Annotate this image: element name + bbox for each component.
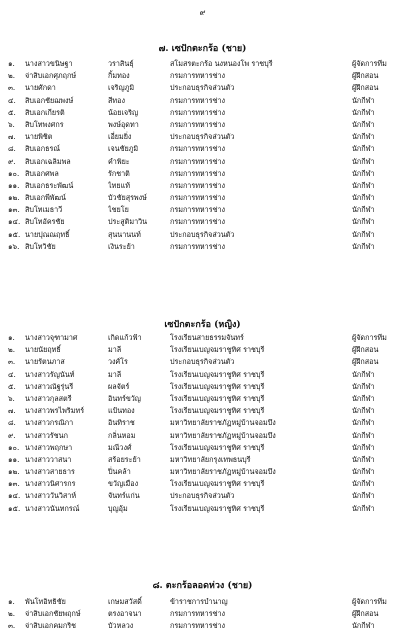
section-title-sepak-takraw-women: เซปักตะกร้อ (หญิง) (164, 320, 241, 330)
person-surname: พงษ์อุดทา (108, 119, 139, 129)
table-row (8, 356, 400, 368)
person-surname: ปิ่นคล้า (108, 467, 131, 477)
person-name: จ่าสิบเอกคมกริช (25, 621, 76, 631)
affiliation: โรงเรียนเบญจมราชูทิศ ราชบุรี (170, 503, 265, 513)
affiliation: กรมการทหารช่าง (170, 107, 225, 117)
person-name: สิบเอกเฉลิมพล (25, 156, 71, 166)
table-row (8, 143, 400, 155)
person-surname: มาลี (108, 369, 122, 379)
person-surname: ไชยโย (108, 205, 129, 215)
team-role: นักกีฬา (352, 621, 375, 631)
affiliation: โรงเรียนสายธรรมจันทร์ (170, 333, 244, 342)
person-surname: กิ้มทอง (108, 71, 130, 81)
team-role: นักกีฬา (352, 180, 375, 190)
row-number: ๑๔. (8, 217, 21, 227)
affiliation: มหาวิทยาลัยราชภัฏหมู่บ้านจอมบึง (170, 418, 276, 428)
row-number: ๖. (8, 119, 15, 129)
person-surname: กลิ่นหอม (108, 430, 136, 440)
team-role: นักกีฬา (352, 156, 375, 166)
person-surname: ขวัญเมือง (108, 479, 139, 489)
person-surname: น้อยเจริญ (108, 107, 139, 117)
person-surname: บัวชัยสุรพงษ์ (108, 193, 147, 203)
table-row (8, 119, 400, 131)
team-role: นักกีฬา (352, 491, 375, 501)
person-surname: บุญอุ้ม (108, 503, 128, 513)
person-surname: เงินระย้า (108, 241, 135, 251)
row-number: ๑๓. (8, 205, 20, 215)
table-row (8, 620, 400, 632)
row-number: ๑. (8, 333, 15, 342)
person-surname: อินทร์ขวัญ (108, 393, 141, 403)
affiliation: โรงเรียนเบญจมราชูทิศ ราชบุรี (170, 393, 265, 403)
affiliation: กรมการทหารช่าง (170, 609, 225, 619)
person-name: สิบโทเมธาวี (25, 205, 63, 215)
team-role: นักกีฬา (352, 107, 375, 117)
row-number: ๙. (8, 430, 16, 440)
roster-sepak-takraw-men (8, 58, 400, 253)
row-number: ๕. (8, 381, 16, 391)
row-number: ๑. (8, 59, 15, 68)
affiliation: สโมสรตะกร้อ นงหนองโพ ราชบุรี (170, 59, 273, 68)
row-number: ๑๔. (8, 491, 21, 501)
table-row (8, 168, 400, 180)
person-name: นายศักดา (25, 83, 56, 93)
affiliation: กรมการทหารช่าง (170, 217, 225, 227)
person-surname: วราสินธุ์ (108, 59, 134, 68)
page-number: ๙ (199, 8, 206, 17)
row-number: ๑๑. (8, 454, 20, 464)
row-number: ๗. (8, 406, 16, 416)
person-name: นางสาวณัฐรุ่นรี (25, 381, 74, 391)
team-role: นักกีฬา (352, 467, 375, 477)
affiliation: โรงเรียนเบญจมราชูทิศ ราชบุรี (170, 381, 265, 391)
affiliation: โรงเรียนเบญจมราชูทิศ ราชบุรี (170, 442, 265, 452)
row-number: ๑๖. (8, 241, 20, 251)
person-name: นางสาวนิศารกร (25, 479, 76, 489)
person-surname: บัวหลวง (108, 621, 134, 631)
table-row (8, 70, 400, 82)
person-name: นายนัยฤทธิ์ (25, 345, 61, 355)
table-row (8, 216, 400, 228)
person-name: นางสาวรัชนก (25, 430, 68, 440)
table-row (8, 107, 400, 119)
table-row (8, 405, 400, 417)
person-name: จ่าสิบเอกชัยพฤกษ์ (25, 609, 81, 619)
row-number: ๒. (8, 71, 16, 81)
person-name: นายปุณณฤทธิ์ (25, 229, 70, 239)
team-role: นักกีฬา (352, 454, 375, 464)
affiliation: ประกอบธุรกิจส่วนตัว (170, 491, 235, 501)
person-surname: ผลจัตร์ (108, 381, 130, 391)
person-surname: ไทยแท้ (108, 180, 130, 190)
affiliation: กรมการทหารช่าง (170, 621, 225, 631)
affiliation: กรมการทหารช่าง (170, 168, 225, 178)
person-surname: วงศ์โร (108, 357, 128, 367)
table-row (8, 608, 400, 620)
person-surname: สร้อยระย้า (108, 454, 141, 464)
team-role: นักกีฬา (352, 406, 375, 416)
table-row (8, 131, 400, 143)
person-name: สิบเอกธรณ์ (25, 144, 60, 154)
team-role: ผู้จัดการทีม (352, 333, 387, 342)
row-number: ๙. (8, 156, 16, 166)
roster-sepak-takraw-women (8, 332, 400, 515)
affiliation: โรงเรียนเบญจมราชูทิศ ราชบุรี (170, 369, 265, 379)
table-row (8, 344, 400, 356)
team-role: นักกีฬา (352, 144, 375, 154)
affiliation: กรมการทหารช่าง (170, 193, 225, 203)
team-role: นักกีฬา (352, 430, 375, 440)
team-role: นักกีฬา (352, 229, 375, 239)
table-row (8, 229, 400, 241)
table-row (8, 241, 400, 253)
person-name: นางสาวนันทกรณ์ (25, 503, 80, 513)
person-surname: จันทร์แก่น (108, 491, 140, 501)
affiliation: ประกอบธุรกิจส่วนตัว (170, 357, 235, 367)
affiliation: กรมการทหารช่าง (170, 180, 225, 190)
team-role: นักกีฬา (352, 241, 375, 251)
team-role: นักกีฬา (352, 503, 375, 513)
affiliation: ข้าราชการบำนาญ (170, 597, 228, 606)
row-number: ๗. (8, 132, 16, 142)
row-number: ๑๕. (8, 229, 21, 239)
team-role: นักกีฬา (352, 418, 375, 428)
section-title-hoop-takraw-men: ๘. ตะกร้อลอดห่วง (ชาย) (152, 581, 253, 591)
person-name: สิบเอกศพล (25, 168, 59, 178)
person-surname: รักชาติ (108, 168, 130, 178)
row-number: ๓. (8, 357, 16, 367)
row-number: ๑. (8, 597, 15, 606)
affiliation: โรงเรียนเบญจมราชูทิศ ราชบุรี (170, 479, 265, 489)
person-name: สิบเอกเกียรติ (25, 107, 65, 117)
person-name: นางสาววันวิสาห์ (25, 491, 77, 501)
person-name: สิบโทพงศกร (25, 119, 64, 129)
team-role: นักกีฬา (352, 193, 375, 203)
table-row (8, 430, 400, 442)
table-row (8, 82, 400, 94)
table-row (8, 454, 400, 466)
table-row (8, 503, 400, 515)
person-name: นางสาววาสนา (25, 454, 72, 464)
person-surname: เกิดแก้วฟ้า (108, 333, 142, 342)
team-role: ผู้ฝึกสอน (352, 83, 379, 93)
affiliation: ประกอบธุรกิจส่วนตัว (170, 83, 235, 93)
person-surname: แป้นทอง (108, 406, 135, 416)
table-row (8, 204, 400, 216)
row-number: ๑๒. (8, 467, 20, 477)
team-role: นักกีฬา (352, 442, 375, 452)
affiliation: มหาวิทยาลัยกรุงเทพธนบุรี (170, 454, 251, 464)
team-role: ผู้ฝึกสอน (352, 609, 379, 619)
row-number: ๑๐. (8, 168, 20, 178)
affiliation: กรมการทหารช่าง (170, 71, 225, 81)
team-role: นักกีฬา (352, 95, 375, 105)
table-row (8, 369, 400, 381)
person-surname: อินทิราช (108, 418, 135, 428)
table-row (8, 490, 400, 502)
person-surname: เจนชัยภูมิ (108, 144, 139, 154)
team-role: ผู้จัดการทีม (352, 597, 387, 606)
table-row (8, 442, 400, 454)
person-surname: สุนนานนท์ (108, 229, 141, 239)
affiliation: ประกอบธุรกิจส่วนตัว (170, 229, 235, 239)
team-role: ผู้ฝึกสอน (352, 357, 379, 367)
team-role: ผู้ฝึกสอน (352, 71, 379, 81)
row-number: ๑๑. (8, 180, 20, 190)
affiliation: มหาวิทยาลัยราชภัฏหมู่บ้านจอมบึง (170, 467, 276, 477)
table-row (8, 332, 400, 344)
person-name: จ่าสิบเอกศุภฤกษ์ (25, 71, 77, 81)
affiliation: กรมการทหารช่าง (170, 205, 225, 215)
table-row (8, 466, 400, 478)
team-role: นักกีฬา (352, 369, 375, 379)
person-name: นางสาวจุฑามาศ (25, 333, 78, 342)
person-name: สิบโทอัครชัย (25, 217, 65, 227)
person-surname: มณีวงศ์ (108, 442, 132, 452)
section-title-sepak-takraw-men: ๗. เซปักตะกร้อ (ชาย) (158, 44, 247, 54)
team-role: นักกีฬา (352, 168, 375, 178)
team-role: นักกีฬา (352, 479, 375, 489)
affiliation: โรงเรียนเบญจมราชูทิศ ราชบุรี (170, 406, 265, 416)
row-number: ๒. (8, 345, 16, 355)
table-row (8, 180, 400, 192)
affiliation: กรมการทหารช่าง (170, 144, 225, 154)
affiliation: มหาวิทยาลัยราชภัฏหมู่บ้านจอมบึง (170, 430, 276, 440)
team-role: นักกีฬา (352, 393, 375, 403)
table-row (8, 95, 400, 107)
person-surname: คำพิยะ (108, 156, 130, 166)
person-name: นางสาวสายธาร (25, 467, 75, 477)
row-number: ๘. (8, 144, 16, 154)
team-role: นักกีฬา (352, 132, 375, 142)
row-number: ๑๒. (8, 193, 20, 203)
row-number: ๘. (8, 418, 16, 428)
person-surname: เอี่ยมยิ่ง (108, 132, 132, 142)
table-row (8, 192, 400, 204)
affiliation: โรงเรียนเบญจมราชูทิศ ราชบุรี (170, 345, 265, 355)
table-row (8, 393, 400, 405)
team-role: นักกีฬา (352, 205, 375, 215)
person-surname: ตรงอาจนา (108, 609, 142, 619)
person-name: นางสาวกุลสตรี (25, 393, 72, 403)
row-number: ๓. (8, 83, 16, 93)
row-number: ๕. (8, 107, 16, 117)
affiliation: กรมการทหารช่าง (170, 241, 225, 251)
affiliation: กรมการทหารช่าง (170, 95, 225, 105)
row-number: ๖. (8, 393, 15, 403)
row-number: ๔. (8, 95, 16, 105)
team-role: ผู้จัดการทีม (352, 59, 387, 68)
roster-hoop-takraw-men (8, 596, 400, 633)
table-row (8, 58, 400, 70)
person-name: นายรัตนภาส (25, 357, 65, 367)
row-number: ๒. (8, 609, 16, 619)
person-name: พันโทอิทธิชัย (25, 597, 66, 606)
row-number: ๑๐. (8, 442, 20, 452)
person-surname: เกษมสวัสดิ์ (108, 597, 142, 606)
team-role: นักกีฬา (352, 119, 375, 129)
table-row (8, 381, 400, 393)
table-row (8, 417, 400, 429)
affiliation: กรมการทหารช่าง (170, 119, 225, 129)
team-role: นักกีฬา (352, 381, 375, 391)
row-number: ๓. (8, 621, 16, 631)
row-number: ๔. (8, 369, 16, 379)
team-role: นักกีฬา (352, 217, 375, 227)
affiliation: กรมการทหารช่าง (170, 156, 225, 166)
row-number: ๑๕. (8, 503, 21, 513)
row-number: ๑๓. (8, 479, 20, 489)
table-row (8, 596, 400, 608)
person-surname: สีทอง (108, 95, 125, 105)
person-name: นายพิชิต (25, 132, 53, 142)
person-name: สิบโทวิชัย (25, 241, 56, 251)
team-role: ผู้ฝึกสอน (352, 345, 379, 355)
person-name: นางสาวพฤกษา (25, 442, 73, 452)
table-row (8, 478, 400, 490)
person-name: นางสาวขนิษฐา (25, 59, 73, 68)
table-row (8, 156, 400, 168)
person-name: สิบเอกชัยฌพงษ์ (25, 95, 74, 105)
person-name: นางสาวกรณิกา (25, 418, 74, 428)
person-name: นางสาวรัญนันท์ (25, 369, 75, 379)
person-surname: ประสูติมาวิน (108, 217, 148, 227)
affiliation: ประกอบธุรกิจส่วนตัว (170, 132, 235, 142)
person-name: สิบเอกพีพัฒน์ (25, 193, 66, 203)
person-name: นางสาวพรไพริมทร์ (25, 406, 85, 416)
person-surname: เจริญภูมิ (108, 83, 135, 93)
person-name: สิบเอกธระพัฒน์ (25, 180, 74, 190)
person-surname: มาลี (108, 345, 122, 355)
